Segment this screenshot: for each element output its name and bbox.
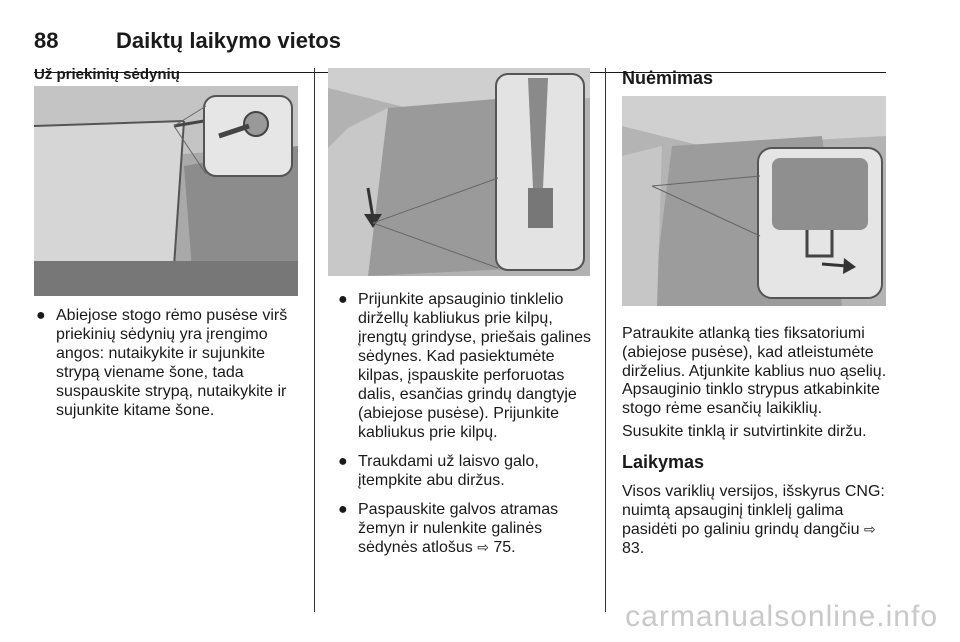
figure-front-seat-rod: [34, 86, 298, 296]
removal-paragraph-1: Patraukite atlanką ties fiksatoriumi (abiejose pusėse), kad atleistumėte dirželius. Atjunkite kablius nuo ąselių.: [622, 325, 887, 380]
watermark: carmanualsonline.info: [625, 600, 938, 633]
page-ref-arrow-icon: ⇨: [477, 539, 489, 555]
section-label: Už priekinių sėdynių: [34, 66, 180, 83]
heading-removal: Nuėmimas: [622, 68, 714, 88]
chapter-title: Daiktų laikymo vietos: [116, 28, 341, 53]
page-header: [34, 22, 886, 53]
removal-paragraph-3: Susukite tinklą ir sutvirtinkite diržu.: [622, 423, 867, 440]
figure-floor-hooks: [328, 68, 590, 276]
column-divider-2: [605, 68, 606, 612]
page-ref-link[interactable]: 83.: [622, 540, 645, 557]
figure-removal: [622, 96, 886, 306]
column-divider-1: [314, 68, 315, 612]
list-item: ● Traukdami už laisvo galo, įtempkite abu diržus.: [338, 453, 539, 489]
heading-storage: Laikymas: [622, 452, 705, 472]
list-item: ● Prijunkite apsauginio tinklelio diržellų kabliukus prie kilpų, įrengtų grindyse, priešais galines sėdynes. Kad pasiektumėte kilpas, įspauskite perforuotas dalis, esančias grindų dangtyje (abiejose pusėse). Prijunkite kabliukus prie kilpų.: [338, 291, 592, 441]
page-ref-arrow-icon: ⇨: [863, 521, 876, 537]
list-item: ● Paspauskite galvos atramas žemyn ir nulenkite galinės sėdynės atlošus ⇨ 75.: [338, 501, 559, 556]
storage-paragraph: Visos variklių versijos, išskyrus CNG: nuimtą apsauginį tinklelį galima pasidėti po galiniu grindų dangčiu ⇨ 83.: [622, 483, 885, 557]
page-number: 88: [34, 28, 59, 53]
col1-bullet-list: [34, 306, 304, 430]
list-item: ● Abiejose stogo rėmo pusėse virš priekinių sėdynių yra įrengimo angos: nutaikykite ir sujunkite strypą viename šone, tada suspauskite strypą, nutaikykite ir sujunkite kitame šone.: [36, 307, 288, 419]
removal-paragraph-2: Apsauginio tinklo strypus atkabinkite stogo rėme esančių laikiklių.: [622, 381, 880, 417]
page-ref-link[interactable]: 75.: [493, 539, 516, 556]
col2-bullet-list: [336, 290, 596, 567]
